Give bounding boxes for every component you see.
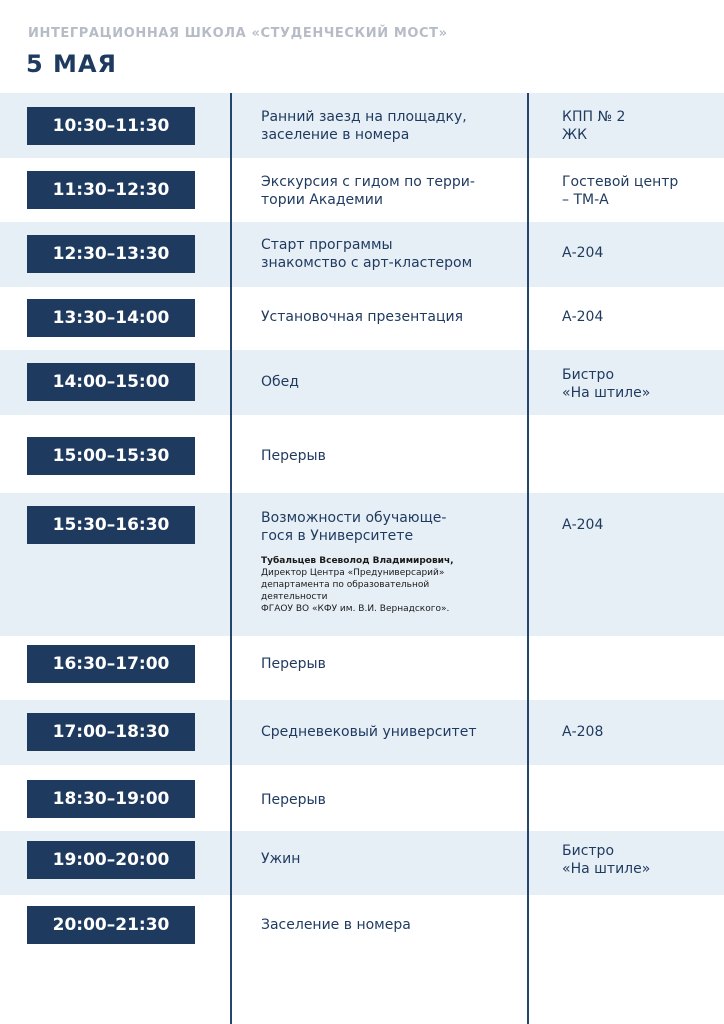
event-title: Заселение в номера — [261, 917, 411, 933]
event-cell — [261, 723, 516, 741]
event-title: Ужин — [261, 851, 301, 867]
event-cell — [261, 108, 516, 144]
schedule-row — [0, 350, 724, 415]
schedule-row — [0, 831, 724, 895]
time-slot: 12:30–13:30 — [27, 235, 195, 273]
event-title: Возможности обучающе- гося в Университете — [261, 510, 447, 544]
schedule-row — [0, 493, 724, 636]
time-slot: 16:30–17:00 — [27, 645, 195, 683]
speaker-block — [261, 555, 516, 615]
schedule-row — [0, 765, 724, 831]
event-title: Средневековый университет — [261, 724, 477, 740]
location: А-204 — [562, 309, 604, 325]
location: А-204 — [562, 517, 604, 533]
event-cell — [261, 373, 516, 391]
column-divider-left — [230, 93, 232, 1024]
event-title: Перерыв — [261, 656, 326, 672]
time-slot: 18:30–19:00 — [27, 780, 195, 818]
schedule-row — [0, 287, 724, 350]
event-title: Перерыв — [261, 792, 326, 808]
time-slot: 15:30–16:30 — [27, 506, 195, 544]
location: А-208 — [562, 724, 604, 740]
schedule-row — [0, 222, 724, 287]
location: Гостевой центр – ТМ-А — [562, 174, 679, 208]
location: КПП № 2 ЖК — [562, 109, 626, 143]
event-cell — [261, 916, 516, 934]
day-heading: 5 МАЯ — [26, 50, 117, 78]
speaker-name: Тубальцев Всеволод Владимирович, — [261, 556, 454, 566]
event-cell — [261, 308, 516, 326]
schedule-row — [0, 93, 724, 158]
schedule-row — [0, 415, 724, 493]
time-slot: 19:00–20:00 — [27, 841, 195, 879]
time-slot: 17:00–18:30 — [27, 713, 195, 751]
time-slot: 10:30–11:30 — [27, 107, 195, 145]
location: Бистро «На штиле» — [562, 367, 651, 401]
time-slot: 20:00–21:30 — [27, 906, 195, 944]
event-title: Экскурсия с гидом по терри- тории Академии — [261, 174, 475, 208]
schedule-row — [0, 158, 724, 222]
event-title: Ранний заезд на площадку, заселение в номера — [261, 109, 467, 143]
speaker-role: Директор Центра «Предуниверсарий» департамента по образовательной деятельности ФГАОУ ВО «КФУ им. В.И. Вернадского». — [261, 568, 450, 614]
event-cell — [261, 655, 516, 673]
event-cell — [261, 791, 516, 809]
event-cell — [261, 850, 516, 868]
school-title: ИНТЕГРАЦИОННАЯ ШКОЛА «СТУДЕНЧЕСКИЙ МОСТ» — [28, 26, 448, 41]
time-slot: 15:00–15:30 — [27, 437, 195, 475]
time-slot: 13:30–14:00 — [27, 299, 195, 337]
schedule-row — [0, 700, 724, 765]
event-cell — [261, 173, 516, 209]
column-divider-right — [527, 93, 529, 1024]
schedule-row — [0, 895, 724, 1024]
event-title: Обед — [261, 374, 299, 390]
time-slot: 14:00–15:00 — [27, 363, 195, 401]
schedule-row — [0, 636, 724, 700]
event-title: Установочная презентация — [261, 309, 464, 325]
event-cell — [261, 236, 516, 272]
event-title: Перерыв — [261, 448, 326, 464]
event-cell — [261, 509, 516, 615]
time-slot: 11:30–12:30 — [27, 171, 195, 209]
location: А-204 — [562, 245, 604, 261]
location: Бистро «На штиле» — [562, 843, 651, 877]
event-cell — [261, 447, 516, 465]
event-title: Старт программы знакомство с арт-кластером — [261, 237, 473, 271]
